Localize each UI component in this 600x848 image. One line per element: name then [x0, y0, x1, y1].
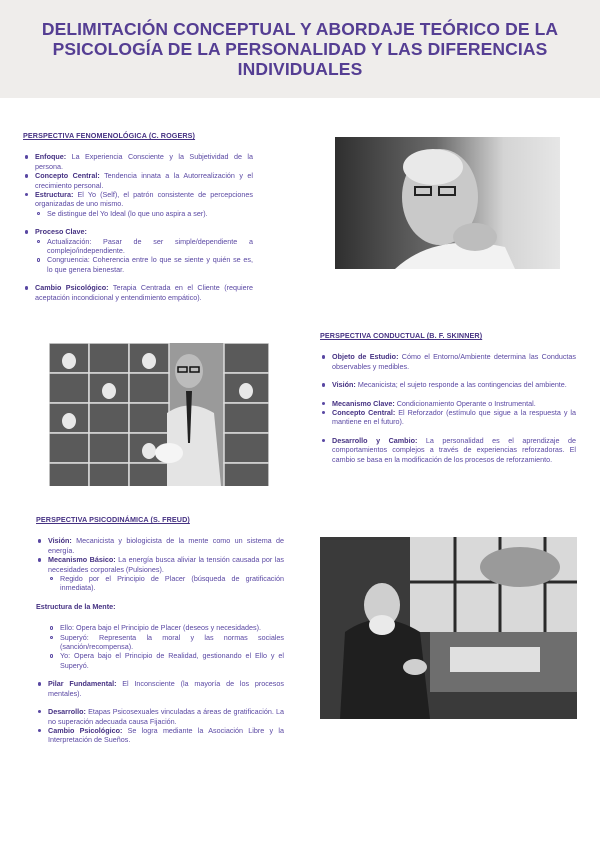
item-text: La energía busca aliviar la tensión causada por las necesidades corporales (Pulsiones). — [48, 555, 284, 574]
item-key: Desarrollo y Cambio: — [332, 435, 418, 445]
item-key: Pilar Fundamental: — [48, 679, 117, 689]
item-text: Mecanicista y biologicista de la mente como un sistema de energía. — [48, 536, 284, 555]
item-key: Visión: — [332, 380, 356, 390]
item-text: Condicionamiento Operante o Instrumental. — [394, 398, 536, 408]
item-text: El Yo (Self), el patrón consistente de percepciones organizadas de uno mismo. — [35, 190, 253, 209]
list-item — [36, 536, 284, 555]
sub-list-item: Superyó: Representa la moral y las normas sociales (sanción/recompensa). — [48, 633, 284, 652]
list-item — [23, 171, 253, 190]
sub-list-item: Yo: Opera bajo el Principio de Realidad, gestionando el Ello y el Superyó. — [48, 651, 284, 670]
rogers-photo-illustration — [335, 137, 560, 269]
sub-list-item: Congruencia: Coherencia entre lo que se siente y quién se es, lo que genera bienestar. — [35, 255, 253, 274]
item-key: Cambio Psicológico: — [48, 725, 123, 735]
skinner-photo — [49, 343, 269, 486]
freud-list-3 — [36, 707, 284, 745]
sub-list — [35, 209, 253, 218]
list-item — [320, 352, 576, 371]
sub-list-item: Se distingue del Yo Ideal (lo que uno aspira a ser). — [35, 209, 253, 218]
skinner-list — [320, 352, 576, 371]
section-freud — [36, 515, 284, 745]
structure-subheading: Estructura de la Mente: — [36, 601, 116, 611]
sub-list-item: Regido por el Principio de Placer (búsqueda de gratificación inmediata). — [48, 574, 284, 593]
list-item — [36, 679, 284, 698]
item-key: Mecanismo Clave: — [332, 398, 395, 408]
item-text: Tendencia innata a la Autorrealización y el crecimiento personal. — [35, 171, 253, 190]
rogers-list-2 — [23, 227, 253, 274]
rogers-list — [23, 152, 253, 218]
rogers-photo — [335, 137, 560, 269]
item-text: Etapas Psicosexuales vinculadas a áreas de gratificación. La no superación adecuada causa Fijación. — [48, 707, 284, 726]
title-banner — [0, 0, 600, 98]
item-key: Desarrollo: — [48, 707, 86, 717]
list-item — [36, 707, 284, 726]
skinner-list-4 — [320, 436, 576, 464]
section-rogers — [23, 131, 253, 302]
item-key: Concepto Central: — [35, 171, 100, 181]
section-heading-skinner: PERSPECTIVA CONDUCTUAL (B. F. SKINNER) — [320, 331, 483, 340]
sub-list — [48, 574, 284, 593]
item-text: Se logra mediante la Asociación Libre y la Interpretación de Sueños. — [48, 725, 284, 745]
list-item — [320, 436, 576, 464]
item-key: Estructura: — [35, 190, 74, 200]
item-key: Concepto Central: — [332, 408, 396, 418]
structure-list — [48, 623, 284, 670]
item-key: Cambio Psicológico: — [35, 283, 109, 293]
item-key: Enfoque: — [35, 152, 67, 162]
skinner-list-3 — [320, 399, 576, 427]
list-item — [23, 227, 253, 274]
section-skinner — [320, 331, 576, 464]
list-item — [23, 152, 253, 171]
item-key: Mecanismo Básico: — [48, 555, 116, 565]
section-heading-freud: PERSPECTIVA PSICODINÁMICA (S. FREUD) — [36, 515, 190, 524]
freud-list — [36, 536, 284, 592]
item-text: Terapia Centrada en el Cliente (requiere aceptación incondicional y entendimiento empático). — [35, 283, 253, 302]
rogers-list-3 — [23, 283, 253, 302]
list-item — [36, 726, 284, 745]
list-item — [320, 380, 576, 389]
section-heading-rogers: PERSPECTIVA FENOMENOLÓGICA (C. ROGERS) — [23, 131, 196, 140]
freud-photo-illustration — [320, 537, 577, 719]
list-item — [320, 408, 576, 427]
list-item — [23, 283, 253, 302]
freud-list-2 — [36, 679, 284, 698]
item-text: Cómo el Entorno/Ambiente determina las Conductas observables y medibles. — [332, 352, 576, 371]
item-text: El Inconsciente (la mayoría de los procesos mentales). — [48, 679, 284, 698]
skinner-photo-illustration — [49, 343, 269, 486]
item-key: Objeto de Estudio: — [332, 352, 399, 362]
list-item — [23, 190, 253, 218]
item-text: La personalidad es el aprendizaje de comportamientos complejos a través de experiencias reforzadoras. El cambio se basa en la modificación de los procesos de reforzamiento. — [332, 435, 577, 464]
list-item — [320, 399, 576, 408]
item-text: La Experiencia Consciente y la Subjetividad de la persona. — [35, 152, 253, 171]
freud-photo — [320, 537, 577, 719]
page-title: DELIMITACIÓN CONCEPTUAL Y ABORDAJE TEÓRICO DE LA PSICOLOGÍA DE LA PERSONALIDAD Y LAS DIFERENCIAS INDIVIDUALES — [41, 19, 559, 79]
item-key: Proceso Clave: — [35, 227, 87, 237]
item-text: Mecanicista; el sujeto responde a las contingencias del ambiente. — [355, 380, 567, 390]
skinner-list-2 — [320, 380, 576, 389]
item-text: El Reforzador (estímulo que sigue a la respuesta y la mantiene en el futuro). — [332, 408, 577, 427]
sub-list — [35, 237, 253, 275]
list-item — [36, 555, 284, 593]
item-key: Visión: — [48, 536, 72, 546]
sub-list-item: Actualización: Pasar de ser simple/dependiente a complejo/independiente. — [35, 237, 253, 256]
sub-list-item: Ello: Opera bajo el Principio de Placer (deseos y necesidades). — [48, 623, 284, 632]
